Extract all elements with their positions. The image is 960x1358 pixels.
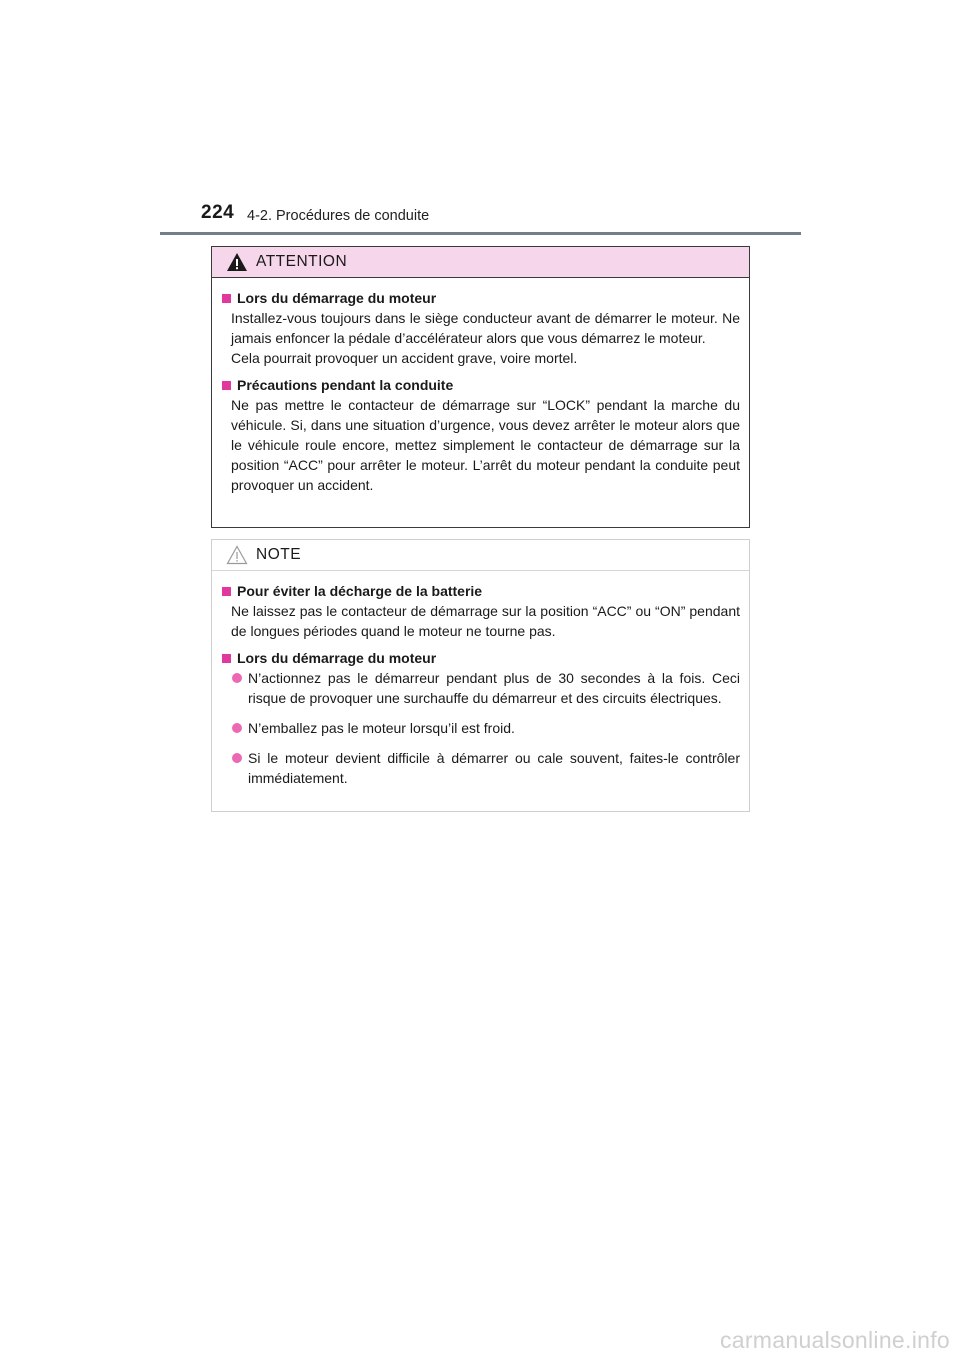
attention-header	[212, 247, 749, 278]
attention-item-title: Lors du démarrage du moteur	[237, 290, 437, 306]
note-box	[211, 539, 750, 812]
list-item: N’actionnez pas le démarreur pendant plus de 30 secondes à la fois. Ceci risque de provoquer une surchauffe du démarreur et des circuits électriques.	[232, 668, 740, 708]
round-bullet-icon	[232, 673, 242, 683]
list-item: N’emballez pas le moteur lorsqu’il est froid.	[232, 718, 740, 738]
attention-body	[212, 278, 749, 495]
square-bullet-icon	[222, 294, 231, 303]
attention-item-title: Précautions pendant la conduite	[237, 377, 454, 393]
attention-label: ATTENTION	[256, 253, 348, 270]
square-bullet-icon	[222, 381, 231, 390]
page-header	[0, 0, 960, 240]
section-title: 4-2. Procédures de conduite	[247, 208, 430, 224]
attention-item-text: Ne pas mettre le contacteur de démarrage sur “LOCK” pendant la marche du véhicule. Si, dans une situation d’urgence, vous devez arrêter le moteur alors que le véhicule roule encore, mettez simplement le contacteur de démarrage sur la position “ACC” pour arrêter le moteur. L’arrêt du moteur pendant la conduite peut provoquer un accident.	[231, 397, 740, 493]
attention-item-driving-precautions	[222, 375, 740, 495]
warning-triangle-outline-icon	[226, 545, 248, 565]
header-divider	[160, 232, 801, 235]
note-sub-list	[222, 668, 740, 788]
round-bullet-icon	[232, 753, 242, 763]
note-item-title: Pour éviter la décharge de la batterie	[237, 583, 483, 599]
note-body	[212, 571, 749, 788]
page-number: 224	[201, 202, 235, 223]
square-bullet-icon	[222, 587, 231, 596]
list-item: Si le moteur devient difficile à démarrer ou cale souvent, faites-le contrôler immédiatement.	[232, 748, 740, 788]
square-bullet-icon	[222, 654, 231, 663]
note-item-engine-start	[222, 648, 740, 788]
note-label: NOTE	[256, 546, 302, 563]
warning-triangle-filled-icon	[226, 252, 248, 272]
note-header	[212, 540, 749, 571]
watermark: carmanualsonline.info	[719, 1327, 950, 1353]
attention-box	[211, 246, 750, 528]
attention-item-text: Cela pourrait provoquer un accident grave, voire mortel.	[231, 350, 578, 366]
note-item-title: Lors du démarrage du moteur	[237, 650, 437, 666]
attention-item-text: Installez-vous toujours dans le siège conducteur avant de démarrer le moteur. Ne jamais enfoncer la pédale d’accélérateur alors que vous démarrez le moteur.	[231, 310, 740, 346]
round-bullet-icon	[232, 723, 242, 733]
note-item-battery	[222, 581, 740, 641]
note-item-text: Ne laissez pas le contacteur de démarrage sur la position “ACC” ou “ON” pendant de longues périodes quand le moteur ne tourne pas.	[231, 603, 740, 639]
attention-item-engine-start	[222, 288, 740, 368]
